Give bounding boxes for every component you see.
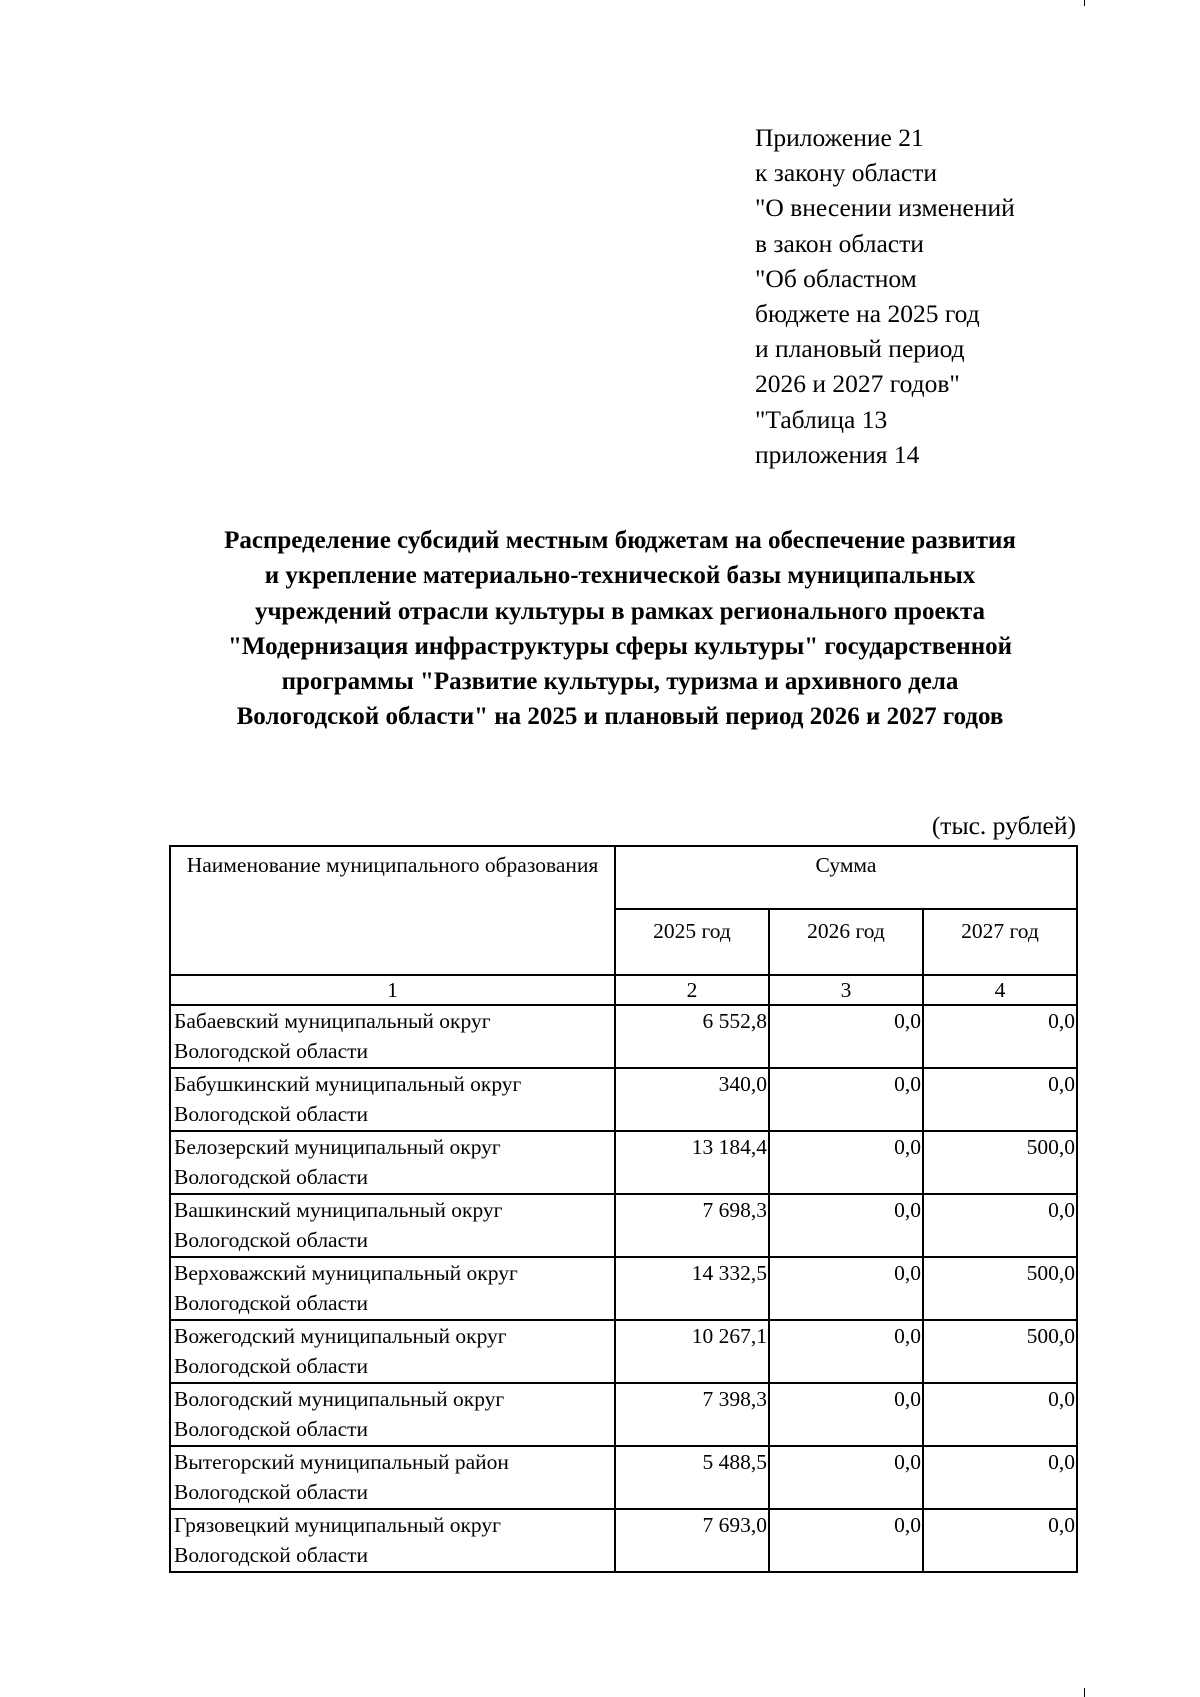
subsidy-table (169, 845, 1078, 1573)
amount-2027: 0,0 (923, 1446, 1077, 1509)
title-line: Распределение субсидий местным бюджетам на обеспечение развития (224, 527, 1016, 554)
table-row (170, 1509, 1077, 1572)
amount-2027: 0,0 (923, 1194, 1077, 1257)
amount-2026: 0,0 (769, 1509, 923, 1572)
municipality-name: Вологодский муниципальный округ Вологодской области (170, 1383, 615, 1446)
appendix-line: "Об областном (755, 263, 917, 293)
municipality-name: Белозерский муниципальный округ Вологодской области (170, 1131, 615, 1194)
amount-2026: 0,0 (769, 1320, 923, 1383)
column-number: 2 (615, 975, 769, 1005)
table-row (170, 1446, 1077, 1509)
column-number: 3 (769, 975, 923, 1005)
amount-2026: 0,0 (769, 1194, 923, 1257)
amount-2026: 0,0 (769, 1005, 923, 1068)
header-sum: Сумма (615, 846, 1077, 909)
appendix-line: бюджете на 2025 год (755, 299, 980, 329)
column-number: 1 (170, 975, 615, 1005)
amount-2026: 0,0 (769, 1131, 923, 1194)
document-title (150, 523, 1090, 735)
amount-2026: 0,0 (769, 1383, 923, 1446)
appendix-header (755, 120, 1015, 472)
title-line: Вологодской области" на 2025 и плановый период 2026 и 2027 годов (236, 703, 1004, 731)
amount-2025: 5 488,5 (615, 1446, 769, 1509)
municipality-name: Вашкинский муниципальный округ Вологодской области (170, 1194, 615, 1257)
amount-2026: 0,0 (769, 1446, 923, 1509)
title-line: и укрепление материально-технической базы муниципальных (264, 562, 976, 590)
amount-2027: 0,0 (923, 1509, 1077, 1572)
scan-edge-mark (1084, 0, 1085, 6)
header-year-2026: 2026 год (769, 909, 923, 975)
appendix-line: в закон области (755, 228, 924, 258)
table-header-row (170, 846, 1077, 909)
amount-2025: 6 552,8 (615, 1005, 769, 1068)
municipality-name: Вожегодский муниципальный округ Вологодской области (170, 1320, 615, 1383)
amount-2027: 0,0 (923, 1383, 1077, 1446)
appendix-line: к закону области (755, 158, 938, 188)
header-year-2027: 2027 год (923, 909, 1077, 975)
title-line: учреждений отрасли культуры в рамках регионального проекта (254, 597, 986, 625)
column-number: 4 (923, 975, 1077, 1005)
table-row (170, 1383, 1077, 1446)
amount-2027: 0,0 (923, 1005, 1077, 1068)
table-row (170, 1005, 1077, 1068)
header-municipality: Наименование муниципального образования (170, 846, 615, 975)
amount-2025: 14 332,5 (615, 1257, 769, 1320)
header-year-2025: 2025 год (615, 909, 769, 975)
table-row (170, 1194, 1077, 1257)
table-row (170, 1320, 1077, 1383)
appendix-line: "О внесении изменений (755, 193, 1015, 223)
column-number-row (170, 975, 1077, 1005)
table-row (170, 1257, 1077, 1320)
amount-2027: 0,0 (923, 1068, 1077, 1131)
table-row (170, 1131, 1077, 1194)
amount-2025: 13 184,4 (615, 1131, 769, 1194)
table-row (170, 1068, 1077, 1131)
title-line: "Модернизация инфраструктуры сферы культуры" государственной (227, 632, 1013, 660)
amount-2025: 7 698,3 (615, 1194, 769, 1257)
appendix-line: Приложение 21 (755, 123, 924, 152)
municipality-name: Бабушкинский муниципальный округ Вологодской области (170, 1068, 615, 1131)
amount-2025: 10 267,1 (615, 1320, 769, 1383)
amount-2027: 500,0 (923, 1131, 1077, 1194)
appendix-line: приложения 14 (755, 439, 920, 469)
appendix-line: "Таблица 13 (755, 404, 888, 434)
municipality-name: Грязовецкий муниципальный округ Вологодской области (170, 1509, 615, 1572)
amount-2027: 500,0 (923, 1257, 1077, 1320)
amount-2025: 7 398,3 (615, 1383, 769, 1446)
municipality-name: Вытегорский муниципальный район Вологодской области (170, 1446, 615, 1509)
amount-2026: 0,0 (769, 1257, 923, 1320)
appendix-line: и плановый период (755, 334, 965, 364)
scan-edge-mark (1084, 1688, 1085, 1697)
title-line: программы "Развитие культуры, туризма и архивного дела (281, 668, 959, 696)
amount-2025: 340,0 (615, 1068, 769, 1131)
appendix-line: 2026 и 2027 годов" (755, 369, 960, 399)
units-label: (тыс. рублей) (931, 811, 1076, 840)
amount-2027: 500,0 (923, 1320, 1077, 1383)
amount-2026: 0,0 (769, 1068, 923, 1131)
municipality-name: Верховажский муниципальный округ Вологодской области (170, 1257, 615, 1320)
municipality-name: Бабаевский муниципальный округ Вологодской области (170, 1005, 615, 1068)
amount-2025: 7 693,0 (615, 1509, 769, 1572)
